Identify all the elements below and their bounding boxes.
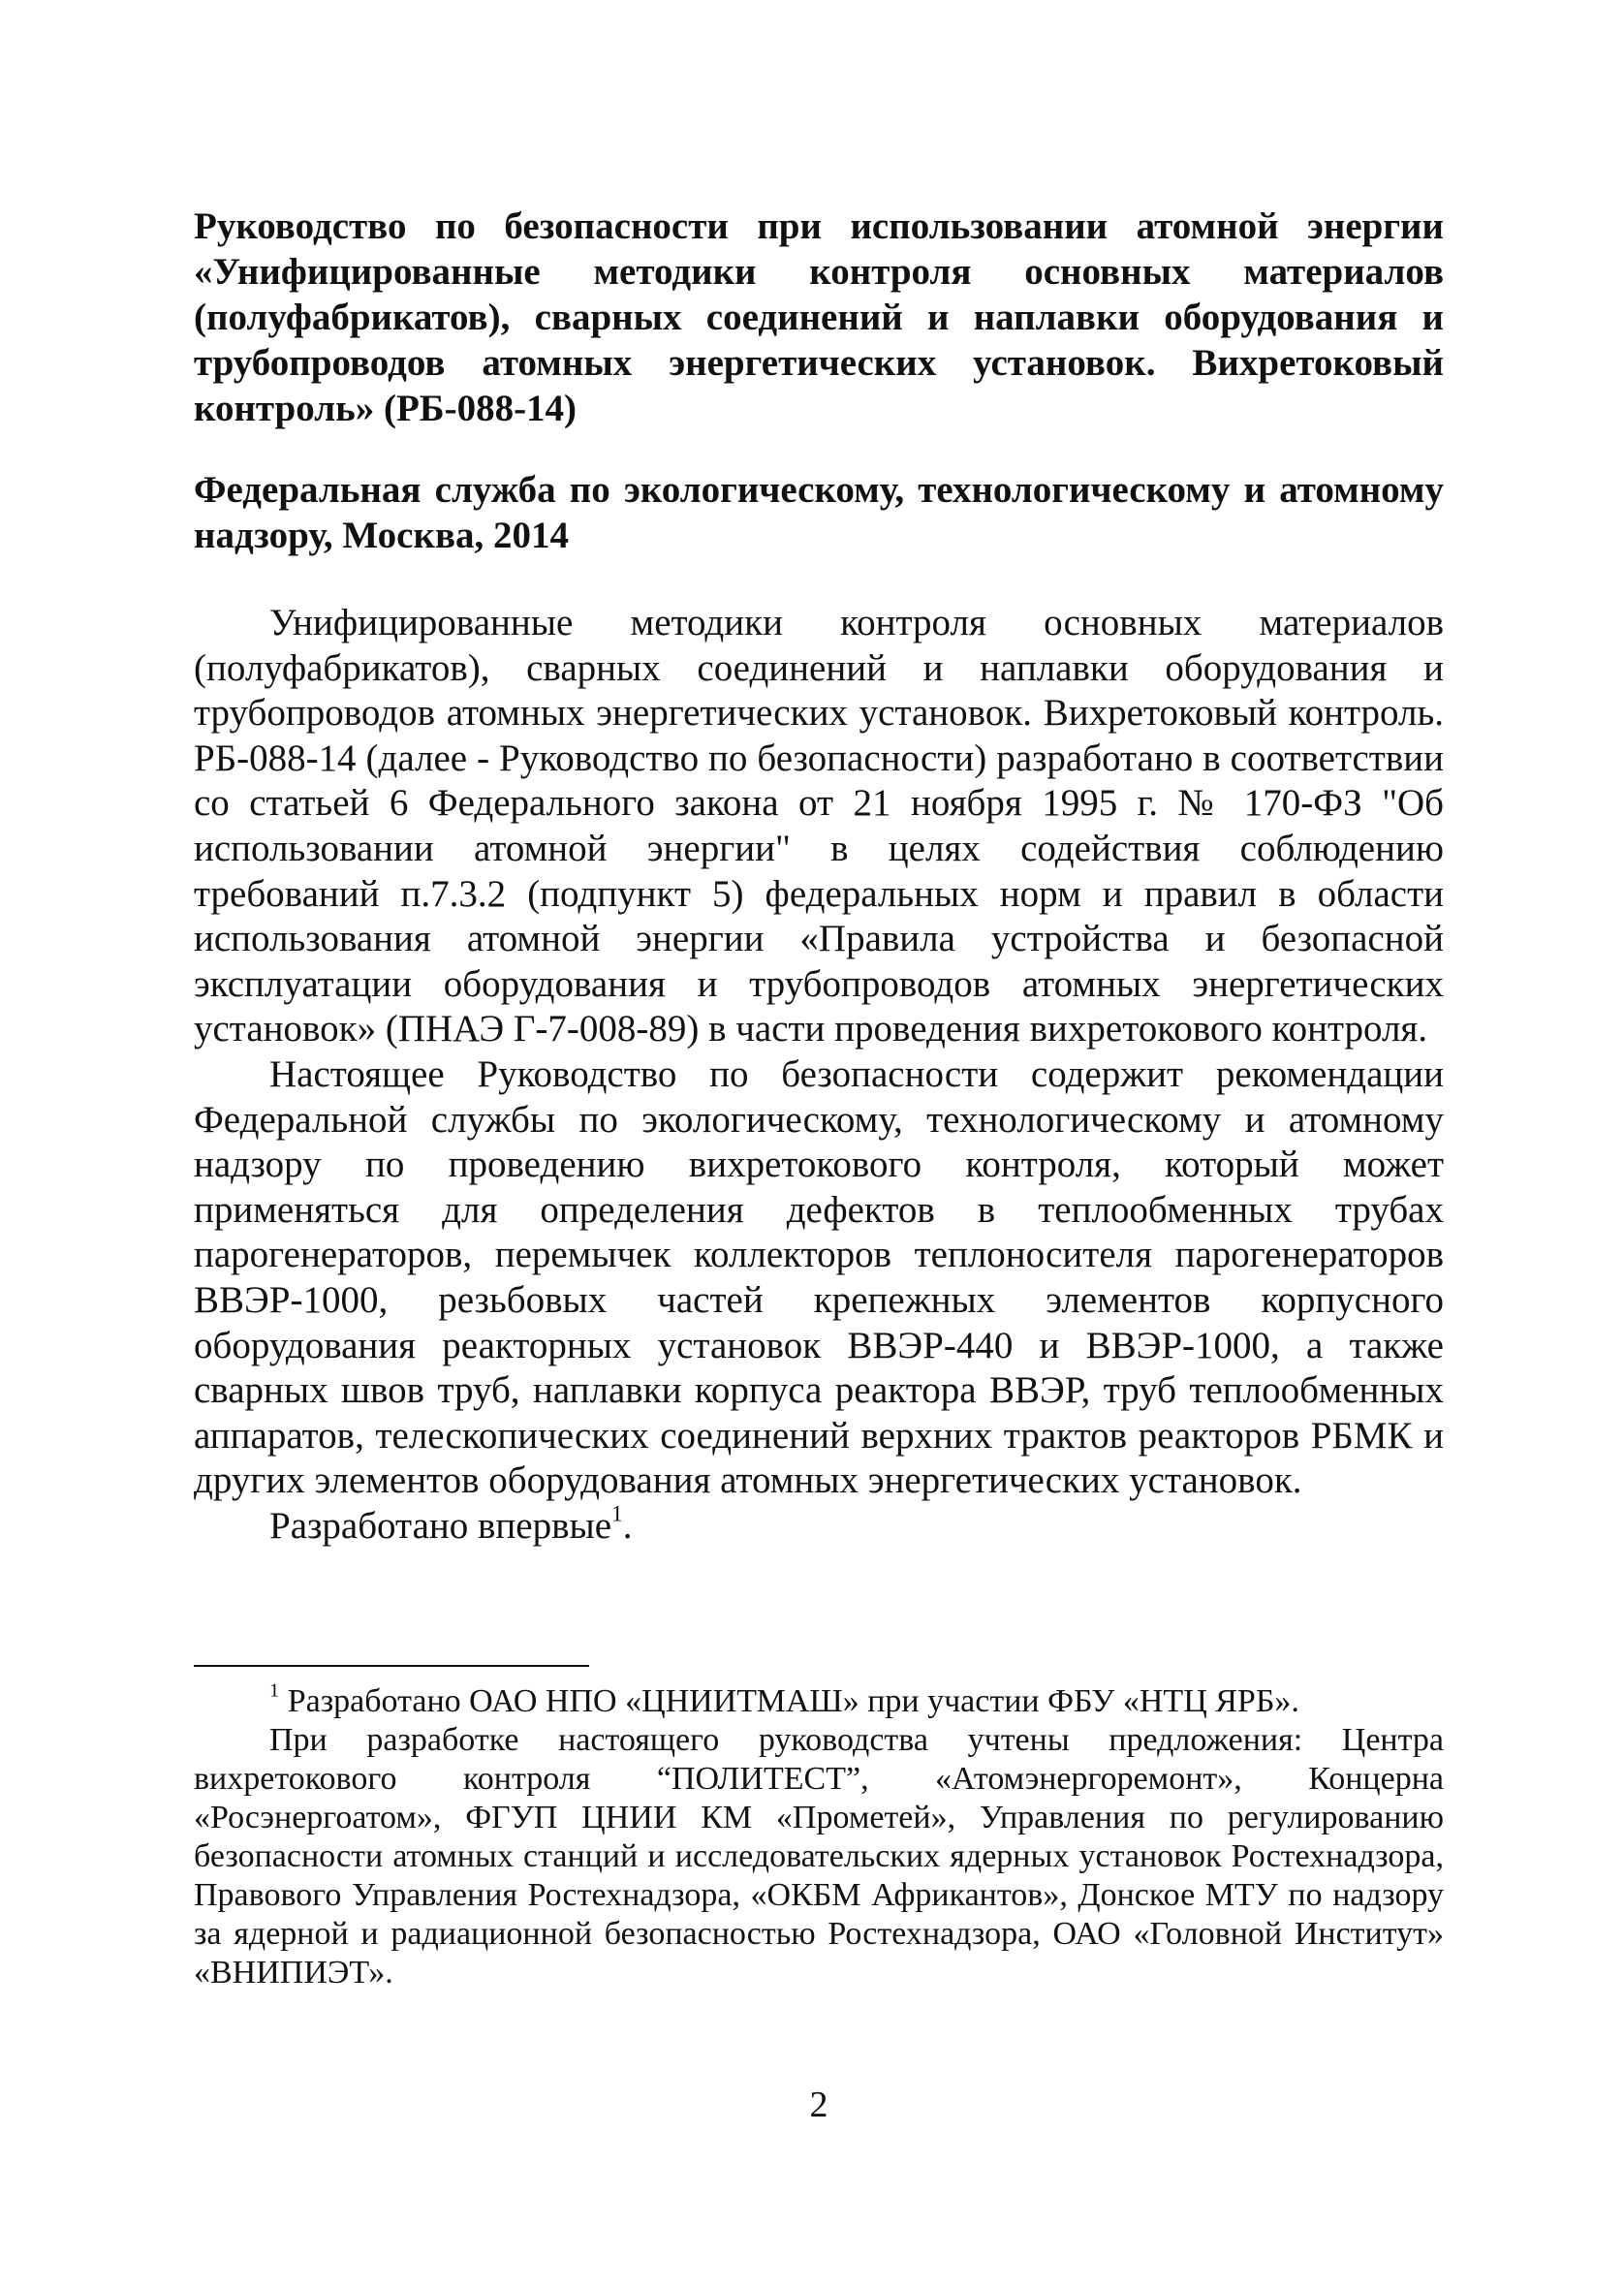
footnote-contributors: При разработке настоящего руководства учтены предложения: Центра вихретокового контроля “ПОЛИТЕСТ”, «Атомэнергоремонт», Концерна «Росэнергоатом», ФГУП ЦНИИ КМ «Прометей», Управления по регулированию безопасности атомных станций и исследовательских ядерных установок Ростехнадзора, Правового Управления Ростехнадзора, «ОКБМ Африкантов», Донское МТУ по надзору за ядерной и радиационной безопасностью Ростехнадзора, ОАО «Головной Институт» «ВНИПИЭТ». (194, 1722, 1444, 1991)
footnote-developer-text: Разработано ОАО НПО «ЦНИИТМАШ» при участии ФБУ «НТЦ ЯРБ». (279, 1683, 1299, 1719)
first-edition-period: . (622, 1504, 633, 1547)
paragraph-introduction: Унифицированные методики контроля основных материалов (полуфабрикатов), сварных соединений и наплавки оборудования и трубопроводов атомных энергетических установок. Вихретоковый контроль. РБ-088-14 (далее - Руководство по безопасности) разработано в соответствии со статьей 6 Федерального закона от 21 ноября 1995 г. № 170-ФЗ "Об использовании атомной энергии" в целях содействия соблюдению требований п.7.3.2 (подпункт 5) федеральных норм и правил в области использования атомной энергии «Правила устройства и безопасной эксплуатации оборудования и трубопроводов атомных энергетических установок» (ПНАЭ Г-7-008-89) в части проведения вихретокового контроля. (194, 602, 1444, 1050)
footnotes (194, 1679, 1444, 1992)
document-page (194, 0, 1444, 2289)
paragraph-first-edition (194, 1501, 1444, 1550)
footnote-reference: 1 (611, 1501, 623, 1527)
paragraph-scope: Настоящее Руководство по безопасности содержит рекомендации Федеральной службы по экологическому, технологическому и атомному надзору по проведению вихретокового контроля, который может применяться для определения дефектов в теплообменных трубах парогенераторов, перемычек коллекторов теплоносителя парогенераторов ВВЭР-1000, резьбовых частей крепежных элементов корпусного оборудования реакторных установок ВВЭР-440 и ВВЭР-1000, а также сварных швов труб, наплавки корпуса реактора ВВЭР, труб теплообменных аппаратов, телескопических соединений верхних трактов реакторов РБМК и других элементов оборудования атомных энергетических установок. (194, 1052, 1444, 1502)
page-number: 2 (809, 2085, 828, 2125)
footnote-separator (194, 1665, 589, 1667)
publisher-line: Федеральная служба по экологическому, технологическому и атомному надзору, Москва, 2014 (194, 469, 1444, 556)
body-text (194, 601, 1444, 1549)
first-edition-text: Разработано впервые (269, 1504, 612, 1547)
document-title: Руководство по безопасности при использовании атомной энергии «Унифицированные методики контроля основных материалов (полуфабрикатов), сварных соединений и наплавки оборудования и трубопроводов атомных энергетических установок. Вихретоковый контроль» (РБ-088-14) (194, 205, 1444, 429)
footnote-developer (194, 1679, 1444, 1721)
footnote-marker: 1 (269, 1679, 280, 1702)
